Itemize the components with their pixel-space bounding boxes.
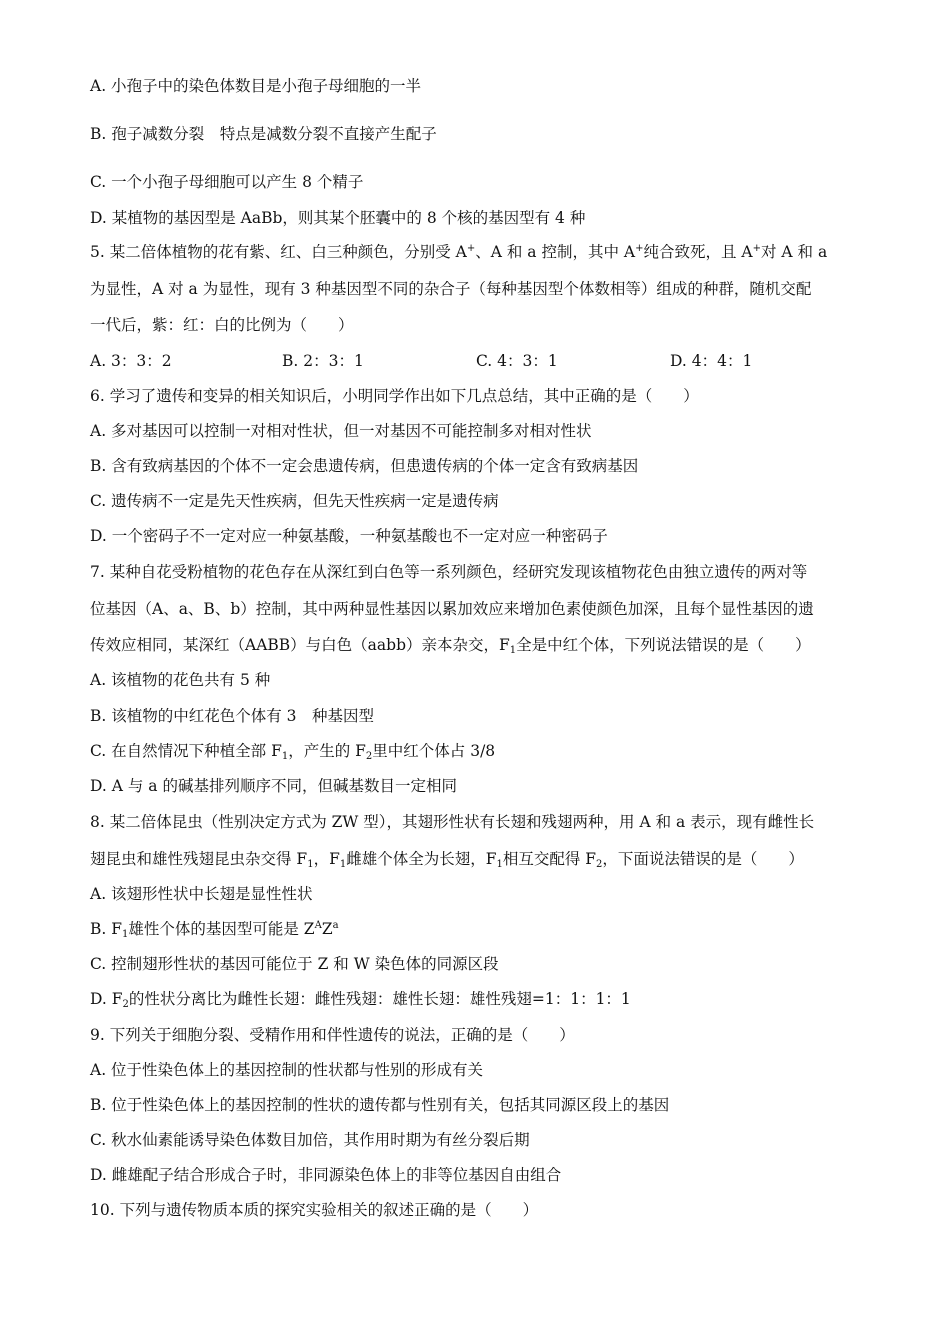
q4-option-c: C. 一个小孢子母细胞可以产生 8 个精子	[90, 173, 364, 191]
q10-stem: 10. 下列与遗传物质本质的探究实验相关的叙述正确的是（ ）	[90, 1201, 539, 1219]
q7-stem-line-1: 7. 某种自花受粉植物的花色存在从深红到白色等一系列颜色，经研究发现该植物花色由独立遗传的两对等	[90, 563, 808, 581]
q9-option-a: A. 位于性染色体上的基因控制的性状都与性别的形成有关	[90, 1061, 484, 1079]
q7-option-d: D. A 与 a 的碱基排列顺序不同，但碱基数目一定相同	[90, 777, 457, 795]
q4-option-d: D. 某植物的基因型是 AaBb，则其某个胚囊中的 8 个核的基因型有 4 种	[90, 209, 586, 227]
q8-option-b: B. $F_1$雄性个体的基因型可能是 $Z^AZ^a$	[90, 920, 339, 940]
q8-option-a: A. 该翅形性状中长翅是显性性状	[90, 885, 313, 903]
q9-option-c: C. 秋水仙素能诱导染色体数目加倍，其作用时期为有丝分裂后期	[90, 1131, 530, 1149]
q9-option-b: B. 位于性染色体上的基因控制的性状的遗传都与性别有关，包括其同源区段上的基因	[90, 1096, 670, 1114]
q5-option-a: A. 3：3：2	[90, 352, 172, 370]
q7-stem-line-2: 位基因（A、a、B、b）控制，其中两种显性基因以累加效应来增加色素使颜色加深，且每个显性基因的遗	[90, 600, 814, 618]
q4-option-a: A. 小孢子中的染色体数目是小孢子母细胞的一半	[90, 77, 422, 95]
q6-stem: 6. 学习了遗传和变异的相关知识后，小明同学作出如下几点总结，其中正确的是（ ）	[90, 387, 699, 405]
q6-option-d: D. 一个密码子不一定对应一种氨基酸，一种氨基酸也不一定对应一种密码子	[90, 527, 608, 545]
q6-option-c: C. 遗传病不一定是先天性疾病，但先天性疾病一定是遗传病	[90, 492, 499, 510]
q5-stem-line-1: 5. 某二倍体植物的花有紫、红、白三种颜色，分别受 A+、A 和 a 控制，其中 A+纯合致死，且 A+对 A 和 a	[90, 243, 828, 261]
q7-stem-line-3: 传效应相同，某深红（AABB）与白色（aabb）亲本杂交，$F_1$全是中红个体，下列说法错误的是（ ）	[90, 636, 811, 656]
q6-option-a: A. 多对基因可以控制一对相对性状，但一对基因不可能控制多对相对性状	[90, 422, 592, 440]
q9-option-d: D. 雌雄配子结合形成合子时，非同源染色体上的非等位基因自由组合	[90, 1166, 562, 1184]
q5-option-c: C. 4：3：1	[476, 352, 558, 370]
q4-option-b: B. 孢子减数分裂 特点是减数分裂不直接产生配子	[90, 125, 437, 143]
q5-option-d: D. 4：4：1	[670, 352, 753, 370]
q8-option-c: C. 控制翅形性状的基因可能位于 Z 和 W 染色体的同源区段	[90, 955, 499, 973]
q8-option-d: D. $F_2$的性状分离比为雌性长翅：雌性残翅：雄性长翅：雄性残翅=1：1：1：1	[90, 990, 631, 1010]
q8-stem-line-1: 8. 某二倍体昆虫（性别决定方式为 ZW 型），其翅形性状有长翅和残翅两种，用 A 和 a 表示，现有雌性长	[90, 813, 815, 831]
q7-option-b: B. 该植物的中红花色个体有 3 种基因型	[90, 707, 375, 725]
q5-stem-line-3: 一代后，紫：红：白的比例为（ ）	[90, 316, 354, 334]
q9-stem: 9. 下列关于细胞分裂、受精作用和伴性遗传的说法，正确的是（ ）	[90, 1026, 575, 1044]
q8-stem-line-2: 翅昆虫和雄性残翅昆虫杂交得 $F_1$，$F_1$雌雄个体全为长翅，$F_1$相互交配得 $F_2$，下面说法错误的是（ ）	[90, 850, 804, 870]
q6-option-b: B. 含有致病基因的个体不一定会患遗传病，但患遗传病的个体一定含有致病基因	[90, 457, 639, 475]
q5-option-b: B. 2：3：1	[282, 352, 364, 370]
q5-stem-line-2: 为显性，A 对 a 为显性，现有 3 种基因型不同的杂合子（每种基因型个体数相等）组成的种群，随机交配	[90, 280, 812, 298]
q7-option-c: C. 在自然情况下种植全部 $F_1$，产生的 $F_2$里中红个体占 3/8	[90, 742, 496, 762]
q7-option-a: A. 该植物的花色共有 5 种	[90, 671, 271, 689]
